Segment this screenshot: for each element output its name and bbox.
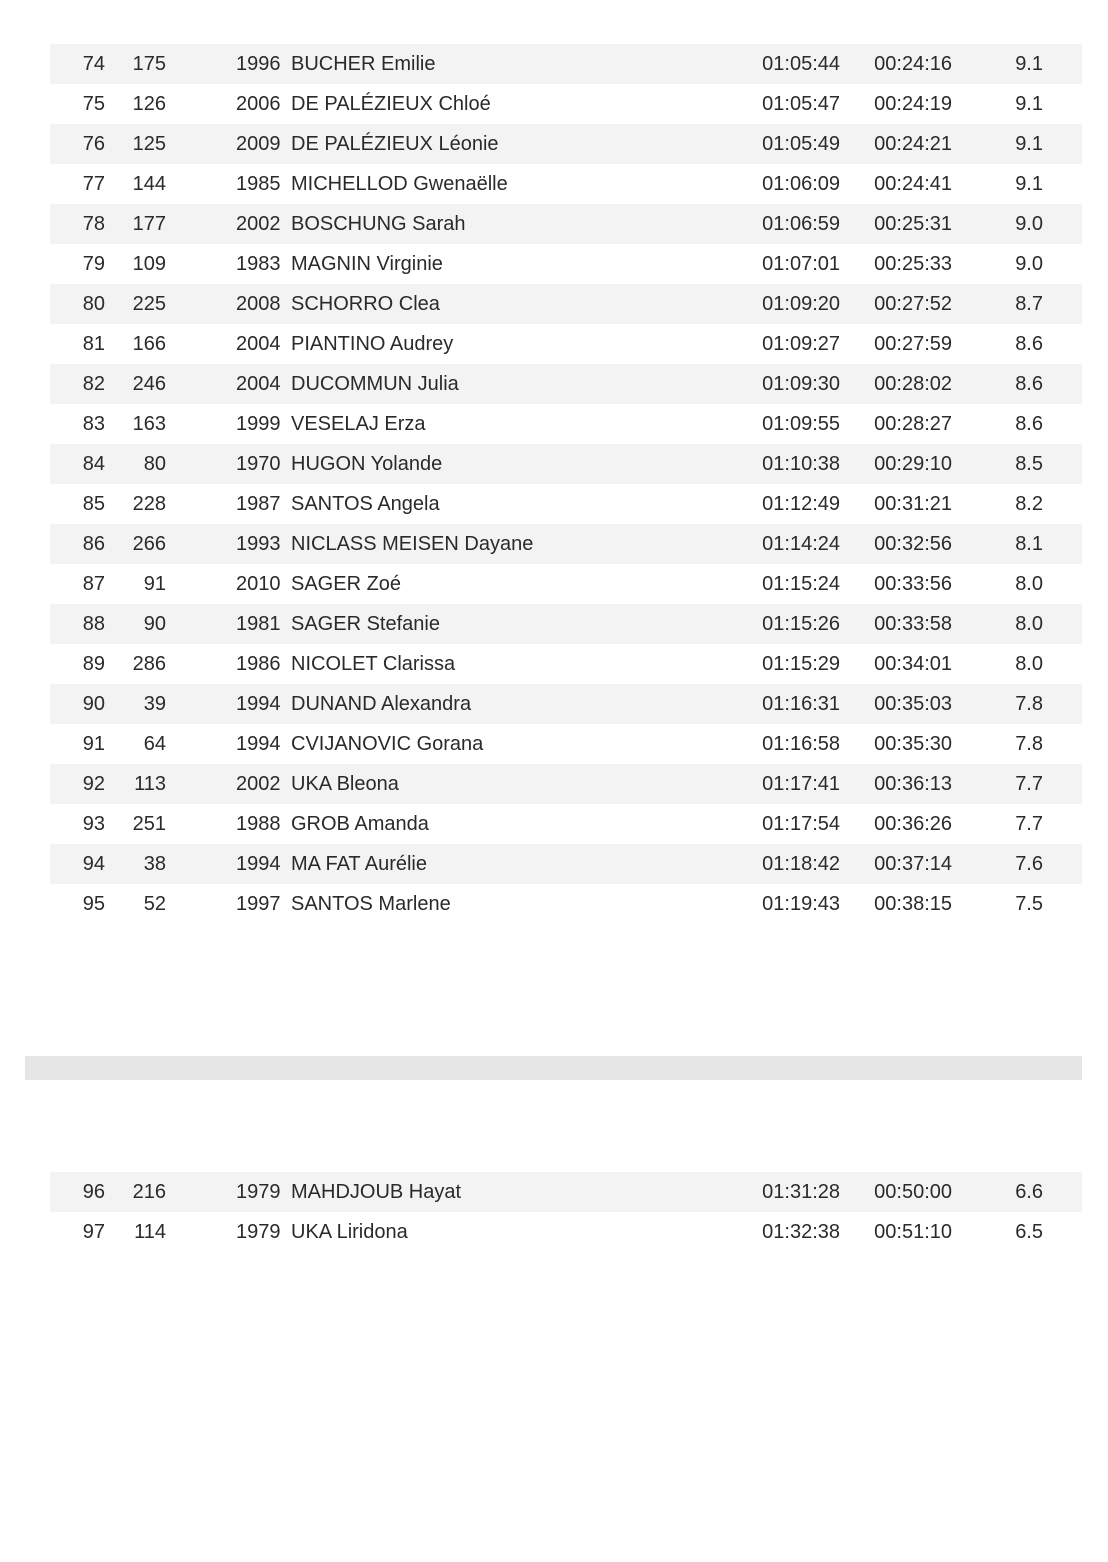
time-gap-cell: 00:27:59 [874,333,952,355]
speed-cell: 9.1 [1015,133,1043,155]
table-row [50,164,1082,204]
finish-time-cell: 01:17:54 [762,813,840,835]
athlete-name-cell: PIANTINO Audrey [291,333,454,355]
speed-cell: 8.1 [1015,533,1043,555]
time-gap-cell: 00:24:41 [874,173,952,195]
table-row [50,524,1082,564]
athlete-name-cell: DE PALÉZIEUX Chloé [291,93,491,115]
time-gap-cell: 00:24:16 [874,53,952,75]
bib-cell: 216 [132,1181,166,1203]
finish-time-cell: 01:15:26 [762,613,840,635]
rank-cell: 79 [82,253,105,275]
athlete-name-cell: SANTOS Marlene [291,893,451,915]
time-gap-cell: 00:51:10 [874,1221,952,1243]
birth-year-cell: 2004 [236,333,281,355]
time-gap-cell: 00:32:56 [874,533,952,555]
finish-time-cell: 01:09:27 [762,333,840,355]
table-row [50,684,1082,724]
birth-year-cell: 1983 [236,253,281,275]
bib-cell: 64 [143,733,166,755]
table-row [50,44,1082,84]
table-row [50,204,1082,244]
time-gap-cell: 00:50:00 [874,1181,952,1203]
speed-cell: 9.0 [1015,213,1043,235]
birth-year-cell: 2008 [236,293,281,315]
bib-cell: 177 [132,213,166,235]
table-row [50,244,1082,284]
finish-time-cell: 01:15:24 [762,573,840,595]
birth-year-cell: 1994 [236,693,281,715]
finish-time-cell: 01:15:29 [762,653,840,675]
rank-cell: 83 [82,413,105,435]
finish-time-cell: 01:17:41 [762,773,840,795]
time-gap-cell: 00:38:15 [874,893,952,915]
rank-cell: 77 [82,173,105,195]
bib-cell: 90 [143,613,166,635]
finish-time-cell: 01:09:20 [762,293,840,315]
birth-year-cell: 1996 [236,53,281,75]
bib-cell: 91 [143,573,166,595]
rank-cell: 75 [82,93,105,115]
finish-time-cell: 01:18:42 [762,853,840,875]
bib-cell: 113 [134,773,166,795]
speed-cell: 7.7 [1015,813,1043,835]
finish-time-cell: 01:09:55 [762,413,840,435]
athlete-name-cell: MA FAT Aurélie [291,853,427,875]
rank-cell: 84 [82,453,105,475]
birth-year-cell: 1994 [236,853,281,875]
rank-cell: 92 [82,773,105,795]
athlete-name-cell: GROB Amanda [291,813,429,835]
bib-cell: 109 [132,253,166,275]
speed-cell: 7.6 [1015,853,1043,875]
birth-year-cell: 2010 [236,573,281,595]
finish-time-cell: 01:12:49 [762,493,840,515]
rank-cell: 74 [82,53,105,75]
athlete-name-cell: MAHDJOUB Hayat [291,1181,462,1203]
athlete-name-cell: DE PALÉZIEUX Léonie [291,133,499,155]
rank-cell: 80 [82,293,105,315]
birth-year-cell: 1988 [236,813,281,835]
athlete-name-cell: UKA Liridona [291,1221,408,1243]
table-row [50,284,1082,324]
speed-cell: 7.8 [1015,733,1043,755]
time-gap-cell: 00:33:58 [874,613,952,635]
athlete-name-cell: SANTOS Angela [291,493,440,515]
time-gap-cell: 00:28:27 [874,413,952,435]
speed-cell: 8.6 [1015,373,1043,395]
rank-cell: 89 [82,653,105,675]
speed-cell: 8.6 [1015,413,1043,435]
time-gap-cell: 00:27:52 [874,293,952,315]
speed-cell: 6.5 [1015,1221,1043,1243]
bib-cell: 286 [132,653,166,675]
athlete-name-cell: CVIJANOVIC Gorana [291,733,484,755]
speed-cell: 8.6 [1015,333,1043,355]
table-row [50,604,1082,644]
time-gap-cell: 00:24:19 [874,93,952,115]
finish-time-cell: 01:05:47 [762,93,840,115]
rank-cell: 91 [82,733,105,755]
rank-cell: 90 [82,693,105,715]
athlete-name-cell: SAGER Stefanie [291,613,440,635]
birth-year-cell: 1993 [236,533,281,555]
speed-cell: 8.0 [1015,653,1043,675]
time-gap-cell: 00:29:10 [874,453,952,475]
finish-time-cell: 01:16:31 [762,693,840,715]
birth-year-cell: 1981 [236,613,281,635]
time-gap-cell: 00:33:56 [874,573,952,595]
birth-year-cell: 1987 [236,493,281,515]
athlete-name-cell: SAGER Zoé [291,573,402,595]
speed-cell: 8.0 [1015,573,1043,595]
athlete-name-cell: NICLASS MEISEN Dayane [291,533,534,555]
table-row [50,324,1082,364]
birth-year-cell: 1999 [236,413,281,435]
speed-cell: 6.6 [1015,1181,1043,1203]
section-separator [25,1056,1082,1080]
time-gap-cell: 00:24:21 [874,133,952,155]
birth-year-cell: 1979 [236,1221,281,1243]
bib-cell: 38 [143,853,166,875]
time-gap-cell: 00:36:26 [874,813,952,835]
table-row [50,444,1082,484]
athlete-name-cell: VESELAJ Erza [291,413,426,435]
birth-year-cell: 1994 [236,733,281,755]
speed-cell: 9.0 [1015,253,1043,275]
finish-time-cell: 01:07:01 [762,253,840,275]
rank-cell: 94 [82,853,105,875]
finish-time-cell: 01:32:38 [762,1221,840,1243]
athlete-name-cell: MICHELLOD Gwenaëlle [291,173,508,195]
rank-cell: 86 [82,533,105,555]
time-gap-cell: 00:37:14 [874,853,952,875]
athlete-name-cell: DUNAND Alexandra [291,693,472,715]
speed-cell: 7.7 [1015,773,1043,795]
table-row [50,484,1082,524]
athlete-name-cell: HUGON Yolande [291,453,443,475]
athlete-name-cell: DUCOMMUN Julia [291,373,459,395]
speed-cell: 8.5 [1015,453,1043,475]
finish-time-cell: 01:09:30 [762,373,840,395]
finish-time-cell: 01:05:49 [762,133,840,155]
time-gap-cell: 00:35:30 [874,733,952,755]
bib-cell: 52 [143,893,166,915]
bib-cell: 166 [132,333,166,355]
rank-cell: 96 [82,1181,105,1203]
athlete-name-cell: UKA Bleona [291,773,399,795]
table-row [50,804,1082,844]
time-gap-cell: 00:31:21 [874,493,952,515]
table-row [50,364,1082,404]
rank-cell: 93 [82,813,105,835]
time-gap-cell: 00:25:31 [874,213,952,235]
athlete-name-cell: NICOLET Clarissa [291,653,456,675]
birth-year-cell: 2009 [236,133,281,155]
birth-year-cell: 2006 [236,93,281,115]
time-gap-cell: 00:34:01 [874,653,952,675]
rank-cell: 97 [82,1221,105,1243]
bib-cell: 163 [132,413,166,435]
finish-time-cell: 01:14:24 [762,533,840,555]
birth-year-cell: 1970 [236,453,281,475]
speed-cell: 9.1 [1015,93,1043,115]
bib-cell: 175 [132,53,166,75]
speed-cell: 7.8 [1015,693,1043,715]
speed-cell: 8.7 [1015,293,1043,315]
speed-cell: 9.1 [1015,173,1043,195]
bib-cell: 114 [134,1221,166,1243]
birth-year-cell: 1997 [236,893,281,915]
speed-cell: 9.1 [1015,53,1043,75]
bib-cell: 251 [132,813,166,835]
athlete-name-cell: MAGNIN Virginie [291,253,443,275]
bib-cell: 80 [143,453,166,475]
rank-cell: 76 [82,133,105,155]
finish-time-cell: 01:10:38 [762,453,840,475]
athlete-name-cell: BUCHER Emilie [291,53,436,75]
finish-time-cell: 01:31:28 [762,1181,840,1203]
bib-cell: 125 [132,133,166,155]
table-row [50,84,1082,124]
birth-year-cell: 1985 [236,173,281,195]
birth-year-cell: 2002 [236,773,281,795]
rank-cell: 87 [82,573,105,595]
bib-cell: 39 [143,693,166,715]
bib-cell: 126 [132,93,166,115]
table-row [50,124,1082,164]
results-table-continued [50,1172,1082,1252]
table-row [50,644,1082,684]
speed-cell: 8.2 [1015,493,1043,515]
finish-time-cell: 01:05:44 [762,53,840,75]
finish-time-cell: 01:06:59 [762,213,840,235]
table-row [50,884,1082,924]
rank-cell: 82 [82,373,105,395]
results-table [50,44,1082,924]
athlete-name-cell: SCHORRO Clea [291,293,440,315]
birth-year-cell: 2004 [236,373,281,395]
rank-cell: 95 [82,893,105,915]
rank-cell: 81 [82,333,105,355]
bib-cell: 144 [132,173,166,195]
finish-time-cell: 01:16:58 [762,733,840,755]
bib-cell: 246 [132,373,166,395]
birth-year-cell: 1986 [236,653,281,675]
birth-year-cell: 1979 [236,1181,281,1203]
table-row [50,564,1082,604]
time-gap-cell: 00:25:33 [874,253,952,275]
table-row [50,764,1082,804]
time-gap-cell: 00:35:03 [874,693,952,715]
bib-cell: 228 [132,493,166,515]
birth-year-cell: 2002 [236,213,281,235]
table-row [50,724,1082,764]
bib-cell: 266 [132,533,166,555]
finish-time-cell: 01:19:43 [762,893,840,915]
time-gap-cell: 00:36:13 [874,773,952,795]
table-row [50,1172,1082,1212]
bib-cell: 225 [132,293,166,315]
table-row [50,404,1082,444]
speed-cell: 7.5 [1015,893,1043,915]
table-row [50,844,1082,884]
speed-cell: 8.0 [1015,613,1043,635]
rank-cell: 88 [82,613,105,635]
time-gap-cell: 00:28:02 [874,373,952,395]
finish-time-cell: 01:06:09 [762,173,840,195]
rank-cell: 85 [82,493,105,515]
table-row [50,1212,1082,1252]
rank-cell: 78 [82,213,105,235]
athlete-name-cell: BOSCHUNG Sarah [291,213,466,235]
